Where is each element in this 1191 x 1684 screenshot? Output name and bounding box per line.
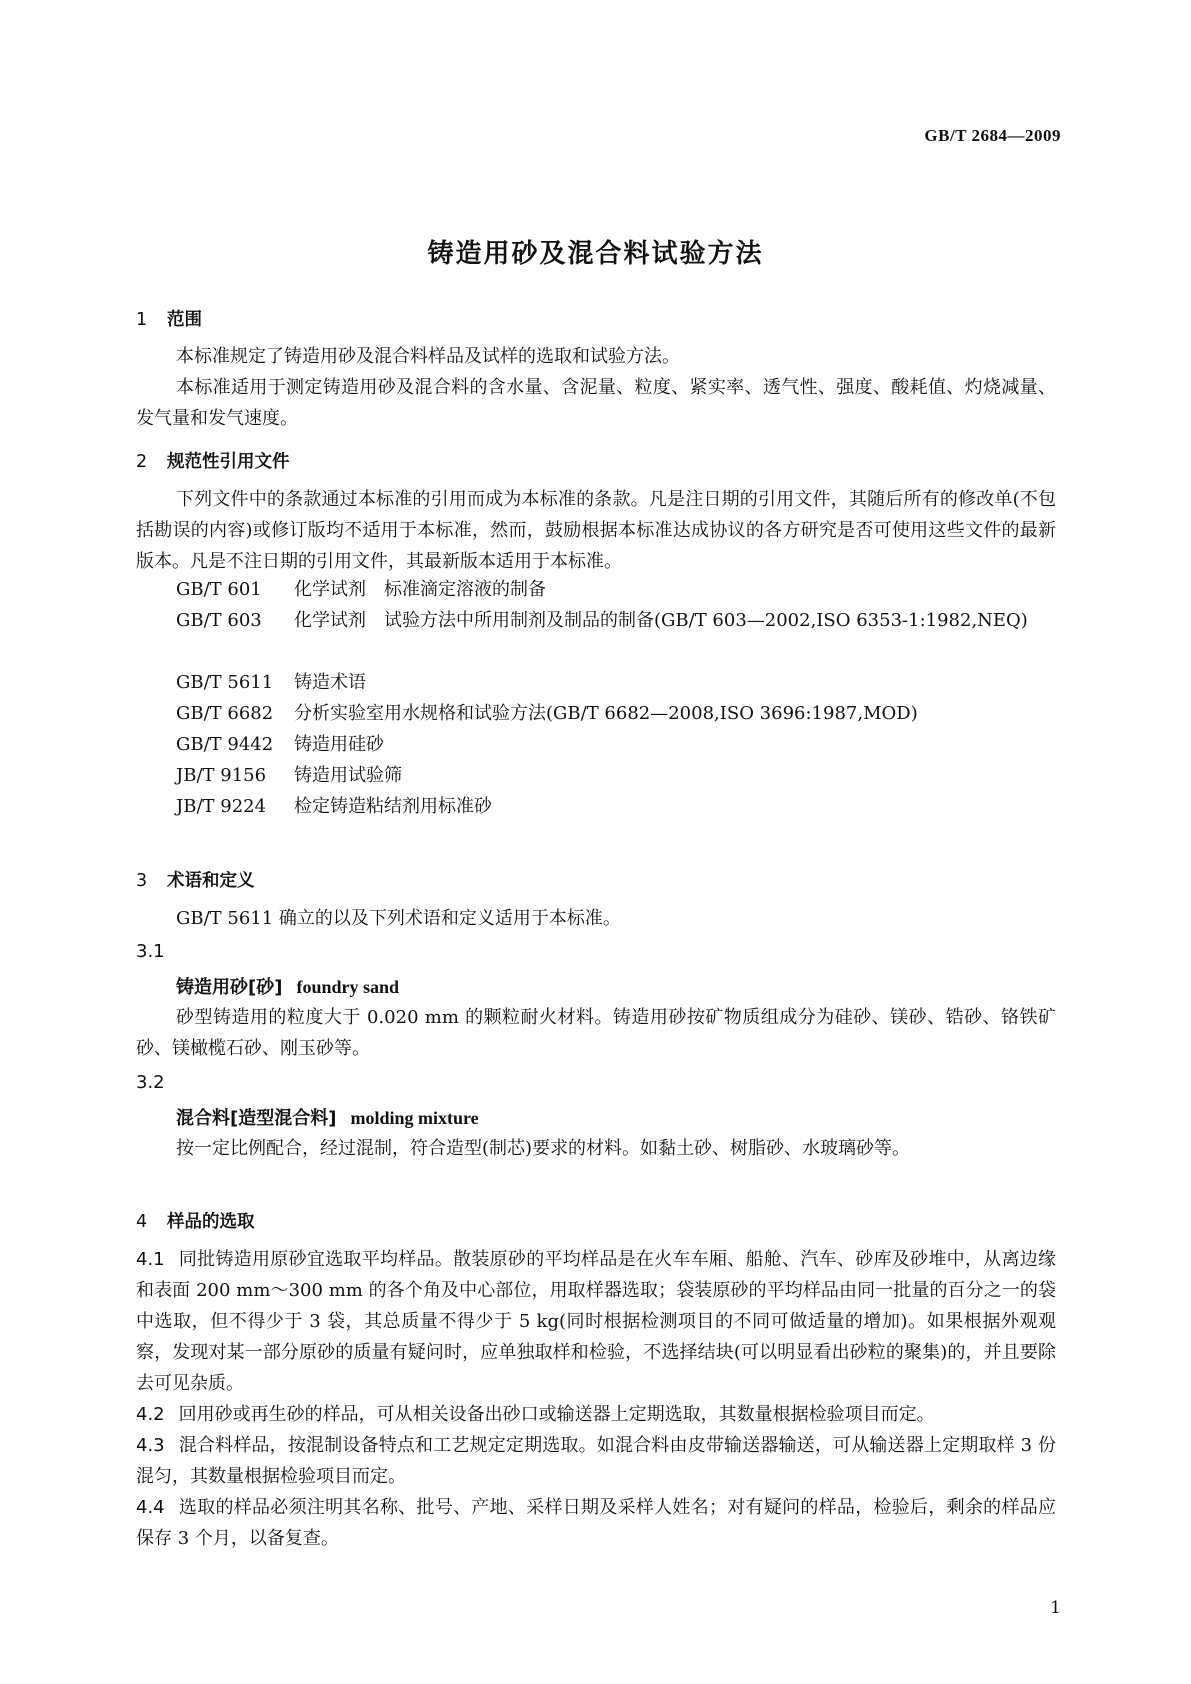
term-zh: 混合料[造型混合料] — [176, 1108, 337, 1129]
section-1-heading — [136, 306, 202, 331]
term-entry — [176, 973, 399, 999]
term-definition: 砂型铸造用的粒度大于 0.020 mm 的颗粒耐火材料。铸造用砂按矿物质组成分为硅砂、镁砂、锆砂、铬铁矿砂、镁橄榄石砂、刚玉砂等。 — [136, 1007, 1056, 1059]
reference-title: 铸造用硅砂 — [294, 734, 384, 755]
paragraph: 本标准规定了铸造用砂及混合料样品及试样的选取和试验方法。 — [176, 346, 680, 367]
term-en: molding mixture — [350, 1108, 479, 1128]
clause — [136, 1430, 1056, 1492]
clause-text: 回用砂或再生砂的样品，可从相关设备出砂口或输送器上定期选取，其数量根据检验项目而定。 — [178, 1404, 935, 1425]
section-number: 4 — [136, 1212, 148, 1232]
reference-code: GB/T 603 — [176, 610, 262, 631]
term-en: foundry sand — [296, 977, 399, 997]
reference-title: 铸造用试验筛 — [294, 765, 402, 786]
section-number: 2 — [136, 452, 148, 472]
paragraph: GB/T 5611 确立的以及下列术语和定义适用于本标准。 — [176, 908, 621, 929]
reference-code: GB/T 9442 — [176, 734, 274, 755]
section-4-heading — [136, 1208, 255, 1233]
section-number: 3 — [136, 871, 148, 891]
reference-item — [176, 791, 492, 822]
term-number: 3.2 — [136, 1072, 165, 1093]
section-number: 1 — [136, 310, 148, 330]
reference-title: 化学试剂 标准滴定溶液的制备 — [294, 579, 546, 600]
clause — [136, 1492, 1056, 1554]
term-definition: 按一定比例配合，经过混制，符合造型(制芯)要求的材料。如黏土砂、树脂砂、水玻璃砂等。 — [176, 1138, 911, 1159]
reference-title: 分析实验室用水规格和试验方法(GB/T 6682—2008,ISO 3696:1987,MOD) — [294, 703, 918, 724]
section-title: 范围 — [167, 310, 202, 330]
clause-number: 4.1 — [136, 1249, 165, 1270]
reference-title: 化学试剂 试验方法中所用制剂及制品的制备(GB/T 603—2002,ISO 6353-1:1982,NEQ) — [294, 610, 1028, 631]
reference-item — [176, 667, 366, 698]
section-2-heading — [136, 448, 290, 473]
term-number: 3.1 — [136, 941, 165, 962]
reference-item — [136, 605, 1056, 636]
clause — [136, 1399, 1056, 1430]
reference-title: 检定铸造粘结剂用标准砂 — [294, 796, 492, 817]
reference-item — [176, 574, 546, 605]
reference-code: GB/T 6682 — [176, 703, 274, 724]
paragraph: 本标准适用于测定铸造用砂及混合料的含水量、含泥量、粒度、紧实率、透气性、强度、酸耗值、灼烧减量、发气量和发气速度。 — [136, 377, 1056, 429]
page-number: 1 — [1050, 1598, 1061, 1618]
reference-code: GB/T 5611 — [176, 672, 274, 693]
standard-code: GB/T 2684—2009 — [924, 126, 1061, 145]
reference-item — [176, 698, 918, 729]
section-title: 样品的选取 — [167, 1212, 255, 1232]
clause-text: 同批铸造用原砂宜选取平均样品。散装原砂的平均样品是在火车车厢、船舱、汽车、砂库及砂堆中，从离边缘和表面 200 mm～300 mm 的各个角及中心部位，用取样器选取；袋装原砂的平均样品由同一批量的百分之一的袋中选取，但不得少于 3 袋，其总质量不得少于 5 kg(同时根据检测项目的不同可做适量的增加)。如果根据外观观察，发现对某一部分原砂的质量有疑问时，应单独取样和检验，不选择结块(可以明显看出砂粒的聚集)的，并且要除去可见杂质。 — [136, 1249, 1056, 1394]
clause-text: 混合料样品，按混制设备特点和工艺规定定期选取。如混合料由皮带输送器输送，可从输送器上定期取样 3 份混匀，其数量根据检验项目而定。 — [136, 1435, 1056, 1487]
document-title: 铸造用砂及混合料试验方法 — [427, 239, 764, 269]
clause — [136, 1244, 1056, 1399]
reference-item — [176, 760, 402, 791]
section-title: 术语和定义 — [167, 871, 255, 891]
clause-number: 4.2 — [136, 1404, 165, 1425]
paragraph: 下列文件中的条款通过本标准的引用而成为本标准的条款。凡是注日期的引用文件，其随后所有的修改单(不包括勘误的内容)或修订版均不适用于本标准，然而，鼓励根据本标准达成协议的各方研究是否可使用这些文件的最新版本。凡是不注日期的引用文件，其最新版本适用于本标准。 — [136, 489, 1056, 572]
reference-code: JB/T 9156 — [176, 765, 267, 786]
reference-item — [176, 729, 384, 760]
section-3-heading — [136, 867, 255, 892]
clause-number: 4.3 — [136, 1435, 165, 1456]
clause-text: 选取的样品必须注明其名称、批号、产地、采样日期及采样人姓名；对有疑问的样品，检验后，剩余的样品应保存 3 个月，以备复查。 — [136, 1497, 1056, 1549]
clause-number: 4.4 — [136, 1497, 165, 1518]
term-entry — [176, 1104, 479, 1130]
reference-code: JB/T 9224 — [176, 796, 267, 817]
section-title: 规范性引用文件 — [167, 452, 290, 472]
term-zh: 铸造用砂[砂] — [176, 977, 283, 998]
reference-title: 铸造术语 — [294, 672, 366, 693]
reference-code: GB/T 601 — [176, 579, 262, 600]
